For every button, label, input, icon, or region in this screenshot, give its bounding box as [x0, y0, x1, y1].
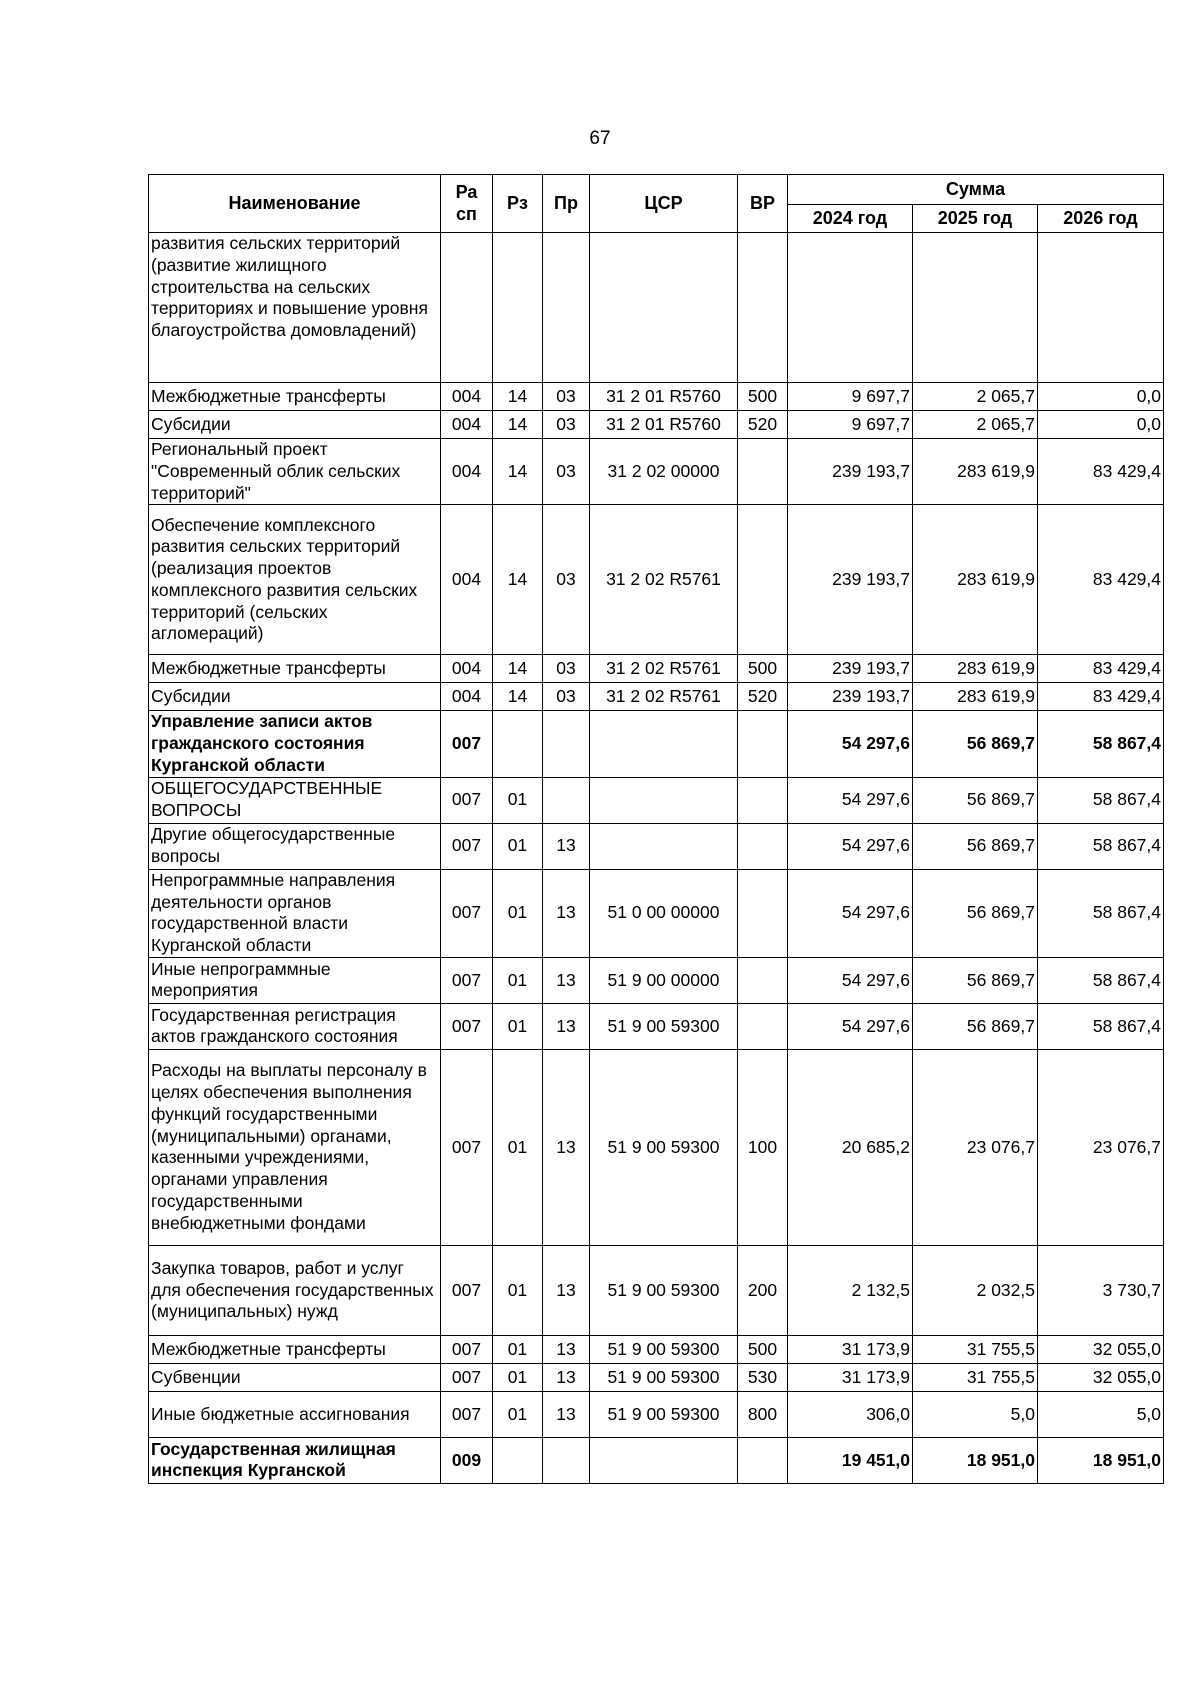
row-sum-2024 — [788, 233, 913, 383]
row-sum-2024: 54 297,6 — [788, 777, 913, 823]
row-sum-2024: 54 297,6 — [788, 711, 913, 777]
row-rasp: 007 — [441, 1363, 493, 1391]
row-sum-2026: 58 867,4 — [1038, 777, 1164, 823]
header-vr: ВР — [738, 175, 788, 233]
row-sum-2026: 58 867,4 — [1038, 711, 1164, 777]
row-rasp: 004 — [441, 411, 493, 439]
row-name: Управление записи актов гражданского состояния Курганской области — [149, 711, 441, 777]
row-pr: 03 — [543, 505, 590, 655]
row-name: Непрограммные направления деятельности органов государственной власти Курганской области — [149, 869, 441, 957]
header-year-2026: 2026 год — [1038, 205, 1164, 233]
row-csr: 31 2 02 R5761 — [590, 655, 738, 683]
row-rz: 14 — [493, 655, 543, 683]
row-name: Государственная жилищная инспекция Курганской — [149, 1437, 441, 1483]
header-name: Наименование — [149, 175, 441, 233]
table-body — [149, 233, 1164, 1484]
row-rasp: 007 — [441, 711, 493, 777]
row-vr — [738, 505, 788, 655]
table-row — [149, 1335, 1164, 1363]
row-csr: 51 9 00 59300 — [590, 1363, 738, 1391]
row-sum-2025: 18 951,0 — [913, 1437, 1038, 1483]
row-sum-2024: 20 685,2 — [788, 1049, 913, 1245]
row-sum-2025: 31 755,5 — [913, 1335, 1038, 1363]
table-row — [149, 1363, 1164, 1391]
row-name: Обеспечение комплексного развития сельских территорий (реализация проектов комплексного развития сельских территорий (сельских агломераций) — [149, 505, 441, 655]
row-pr: 03 — [543, 411, 590, 439]
row-sum-2024: 239 193,7 — [788, 505, 913, 655]
row-sum-2026: 58 867,4 — [1038, 823, 1164, 869]
row-sum-2026 — [1038, 233, 1164, 383]
row-sum-2025: 283 619,9 — [913, 439, 1038, 505]
row-name: Субсидии — [149, 683, 441, 711]
row-csr — [590, 233, 738, 383]
row-rz: 01 — [493, 1391, 543, 1437]
row-csr: 51 9 00 59300 — [590, 1049, 738, 1245]
row-vr — [738, 711, 788, 777]
table-row — [149, 505, 1164, 655]
table-row — [149, 1245, 1164, 1335]
row-sum-2026: 3 730,7 — [1038, 1245, 1164, 1335]
row-sum-2025: 56 869,7 — [913, 869, 1038, 957]
row-rasp: 004 — [441, 439, 493, 505]
row-pr — [543, 233, 590, 383]
row-rz — [493, 1437, 543, 1483]
row-sum-2026: 18 951,0 — [1038, 1437, 1164, 1483]
row-sum-2024: 54 297,6 — [788, 957, 913, 1003]
row-sum-2025: 31 755,5 — [913, 1363, 1038, 1391]
table-row — [149, 411, 1164, 439]
row-csr: 51 0 00 00000 — [590, 869, 738, 957]
table-row — [149, 1049, 1164, 1245]
table-row — [149, 711, 1164, 777]
row-sum-2026: 58 867,4 — [1038, 1003, 1164, 1049]
row-csr — [590, 711, 738, 777]
row-name: Другие общегосударственные вопросы — [149, 823, 441, 869]
row-rz: 01 — [493, 1363, 543, 1391]
row-rz: 01 — [493, 869, 543, 957]
row-rz: 14 — [493, 439, 543, 505]
row-rz: 14 — [493, 411, 543, 439]
row-csr: 31 2 02 R5761 — [590, 505, 738, 655]
row-rz: 14 — [493, 683, 543, 711]
row-pr: 13 — [543, 1335, 590, 1363]
table-row — [149, 655, 1164, 683]
table-row — [149, 383, 1164, 411]
table-row — [149, 1003, 1164, 1049]
row-rasp: 004 — [441, 655, 493, 683]
row-rasp: 009 — [441, 1437, 493, 1483]
row-vr: 200 — [738, 1245, 788, 1335]
row-sum-2024: 54 297,6 — [788, 823, 913, 869]
row-sum-2024: 54 297,6 — [788, 869, 913, 957]
header-year-2025: 2025 год — [913, 205, 1038, 233]
row-csr: 51 9 00 59300 — [590, 1391, 738, 1437]
row-vr — [738, 1437, 788, 1483]
row-sum-2025: 56 869,7 — [913, 711, 1038, 777]
header-csr: ЦСР — [590, 175, 738, 233]
row-rasp: 004 — [441, 505, 493, 655]
row-csr: 51 9 00 00000 — [590, 957, 738, 1003]
table-row — [149, 777, 1164, 823]
row-pr: 03 — [543, 655, 590, 683]
row-sum-2025: 56 869,7 — [913, 823, 1038, 869]
row-pr: 03 — [543, 383, 590, 411]
row-sum-2026: 32 055,0 — [1038, 1335, 1164, 1363]
table-row — [149, 823, 1164, 869]
row-name: Закупка товаров, работ и услуг для обеспечения государственных (муниципальных) нужд — [149, 1245, 441, 1335]
row-pr: 13 — [543, 869, 590, 957]
row-name: Межбюджетные трансферты — [149, 383, 441, 411]
row-name: Расходы на выплаты персоналу в целях обеспечения выполнения функций государственными (муниципальными) органами, казенными учреждениями, органами управления государственными внебюджетными фондами — [149, 1049, 441, 1245]
header-year-2024: 2024 год — [788, 205, 913, 233]
row-rasp: 004 — [441, 383, 493, 411]
row-rasp: 007 — [441, 1049, 493, 1245]
row-name: ОБЩЕГОСУДАРСТВЕННЫЕ ВОПРОСЫ — [149, 777, 441, 823]
row-vr: 500 — [738, 1335, 788, 1363]
row-pr — [543, 711, 590, 777]
table-header — [149, 175, 1164, 233]
row-rz: 01 — [493, 957, 543, 1003]
row-rz: 01 — [493, 1049, 543, 1245]
row-csr: 51 9 00 59300 — [590, 1245, 738, 1335]
row-rasp — [441, 233, 493, 383]
row-sum-2024: 239 193,7 — [788, 683, 913, 711]
table-row — [149, 869, 1164, 957]
table-row — [149, 439, 1164, 505]
row-name: Субсидии — [149, 411, 441, 439]
row-rz: 01 — [493, 1003, 543, 1049]
row-sum-2025: 283 619,9 — [913, 505, 1038, 655]
row-pr: 13 — [543, 823, 590, 869]
row-csr: 31 2 02 00000 — [590, 439, 738, 505]
row-sum-2026: 58 867,4 — [1038, 869, 1164, 957]
row-sum-2024: 54 297,6 — [788, 1003, 913, 1049]
row-pr: 13 — [543, 1003, 590, 1049]
row-csr — [590, 823, 738, 869]
row-sum-2026: 32 055,0 — [1038, 1363, 1164, 1391]
header-pr: Пр — [543, 175, 590, 233]
row-sum-2025: 23 076,7 — [913, 1049, 1038, 1245]
row-vr — [738, 823, 788, 869]
row-pr — [543, 777, 590, 823]
row-sum-2025: 283 619,9 — [913, 683, 1038, 711]
row-vr: 520 — [738, 683, 788, 711]
row-rz — [493, 233, 543, 383]
row-sum-2024: 2 132,5 — [788, 1245, 913, 1335]
header-rz: Рз — [493, 175, 543, 233]
table-row — [149, 957, 1164, 1003]
row-sum-2026: 5,0 — [1038, 1391, 1164, 1437]
row-sum-2026: 23 076,7 — [1038, 1049, 1164, 1245]
row-name: Субвенции — [149, 1363, 441, 1391]
row-vr: 500 — [738, 655, 788, 683]
row-vr: 530 — [738, 1363, 788, 1391]
table-row — [149, 683, 1164, 711]
table-row — [149, 1437, 1164, 1483]
header-rasp: Ра сп — [441, 175, 493, 233]
row-rasp: 007 — [441, 777, 493, 823]
row-pr: 03 — [543, 439, 590, 505]
row-csr: 31 2 02 R5761 — [590, 683, 738, 711]
row-sum-2026: 0,0 — [1038, 383, 1164, 411]
row-pr: 13 — [543, 1363, 590, 1391]
row-name: Иные непрограммные мероприятия — [149, 957, 441, 1003]
row-sum-2024: 19 451,0 — [788, 1437, 913, 1483]
row-rz: 01 — [493, 823, 543, 869]
row-rasp: 007 — [441, 1245, 493, 1335]
row-csr: 31 2 01 R5760 — [590, 411, 738, 439]
row-csr: 31 2 01 R5760 — [590, 383, 738, 411]
row-vr: 100 — [738, 1049, 788, 1245]
row-sum-2024: 9 697,7 — [788, 383, 913, 411]
row-sum-2026: 0,0 — [1038, 411, 1164, 439]
row-sum-2025 — [913, 233, 1038, 383]
header-sum: Сумма — [788, 175, 1164, 205]
row-vr — [738, 777, 788, 823]
row-csr: 51 9 00 59300 — [590, 1335, 738, 1363]
row-csr — [590, 1437, 738, 1483]
row-vr — [738, 233, 788, 383]
row-sum-2024: 31 173,9 — [788, 1335, 913, 1363]
row-rasp: 007 — [441, 1003, 493, 1049]
row-name: Иные бюджетные ассигнования — [149, 1391, 441, 1437]
row-sum-2024: 31 173,9 — [788, 1363, 913, 1391]
row-rz: 01 — [493, 1335, 543, 1363]
row-vr: 800 — [738, 1391, 788, 1437]
budget-table — [148, 174, 1164, 1484]
row-csr — [590, 777, 738, 823]
row-vr: 500 — [738, 383, 788, 411]
row-vr — [738, 1003, 788, 1049]
row-sum-2024: 239 193,7 — [788, 439, 913, 505]
page-number: 67 — [589, 128, 611, 149]
table-row — [149, 1391, 1164, 1437]
row-sum-2024: 239 193,7 — [788, 655, 913, 683]
row-sum-2026: 83 429,4 — [1038, 505, 1164, 655]
row-vr — [738, 869, 788, 957]
row-sum-2025: 2 032,5 — [913, 1245, 1038, 1335]
row-name: Межбюджетные трансферты — [149, 1335, 441, 1363]
row-rz: 01 — [493, 1245, 543, 1335]
row-sum-2026: 83 429,4 — [1038, 655, 1164, 683]
row-name: развития сельских территорий (развитие жилищного строительства на сельских территориях и повышение уровня благоустройства домовладений) — [149, 233, 441, 383]
row-rasp: 007 — [441, 1335, 493, 1363]
row-name: Региональный проект "Современный облик сельских территорий" — [149, 439, 441, 505]
row-sum-2025: 283 619,9 — [913, 655, 1038, 683]
row-rz: 14 — [493, 505, 543, 655]
row-vr — [738, 957, 788, 1003]
row-pr: 13 — [543, 1245, 590, 1335]
row-sum-2025: 5,0 — [913, 1391, 1038, 1437]
row-rasp: 004 — [441, 683, 493, 711]
row-pr: 13 — [543, 1391, 590, 1437]
row-vr — [738, 439, 788, 505]
row-rasp: 007 — [441, 823, 493, 869]
row-sum-2025: 56 869,7 — [913, 1003, 1038, 1049]
row-sum-2026: 83 429,4 — [1038, 683, 1164, 711]
row-pr: 13 — [543, 957, 590, 1003]
row-rasp: 007 — [441, 869, 493, 957]
row-sum-2024: 9 697,7 — [788, 411, 913, 439]
row-pr: 03 — [543, 683, 590, 711]
row-rasp: 007 — [441, 957, 493, 1003]
table-row — [149, 233, 1164, 383]
row-pr — [543, 1437, 590, 1483]
row-pr: 13 — [543, 1049, 590, 1245]
row-sum-2026: 58 867,4 — [1038, 957, 1164, 1003]
row-sum-2025: 56 869,7 — [913, 777, 1038, 823]
row-sum-2024: 306,0 — [788, 1391, 913, 1437]
row-rz: 14 — [493, 383, 543, 411]
row-rasp: 007 — [441, 1391, 493, 1437]
row-rz: 01 — [493, 777, 543, 823]
row-rz — [493, 711, 543, 777]
row-sum-2026: 83 429,4 — [1038, 439, 1164, 505]
row-name: Межбюджетные трансферты — [149, 655, 441, 683]
row-sum-2025: 2 065,7 — [913, 411, 1038, 439]
row-name: Государственная регистрация актов гражданского состояния — [149, 1003, 441, 1049]
row-csr: 51 9 00 59300 — [590, 1003, 738, 1049]
row-sum-2025: 2 065,7 — [913, 383, 1038, 411]
row-sum-2025: 56 869,7 — [913, 957, 1038, 1003]
row-vr: 520 — [738, 411, 788, 439]
